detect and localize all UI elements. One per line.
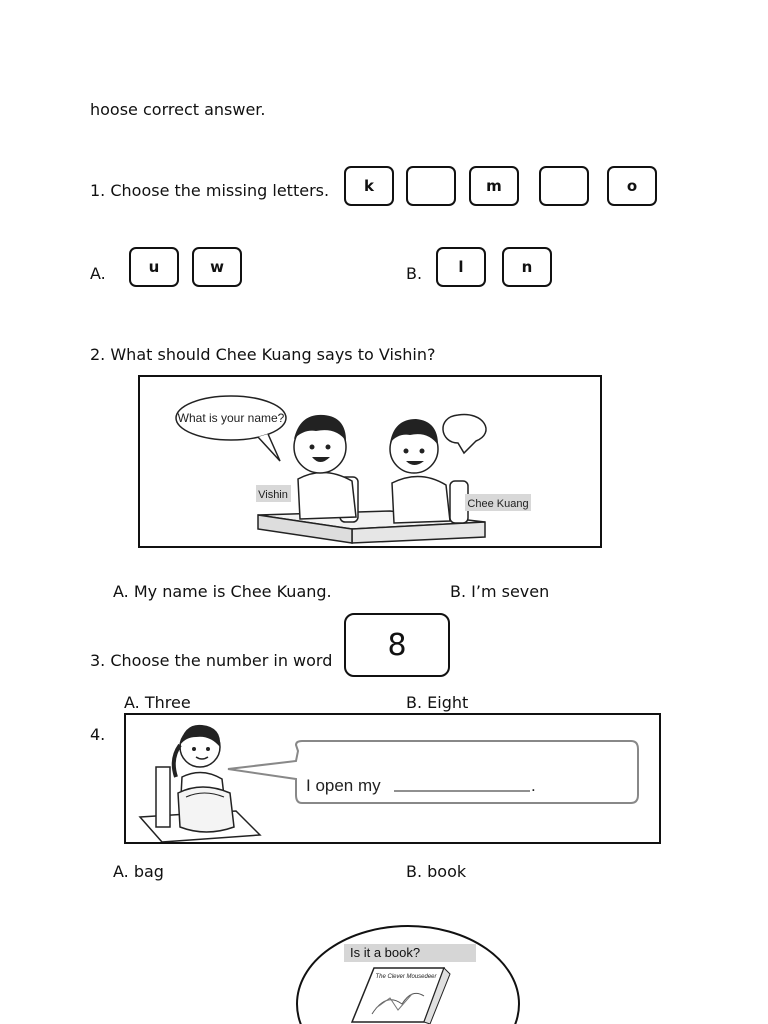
q1-prompt: 1. Choose the missing letters. (90, 181, 330, 200)
q4-illustration (124, 713, 661, 844)
q1-option-b-letter-1: l (436, 247, 486, 287)
q1-letter-box-4-blank (539, 166, 589, 206)
instruction-text: hoose correct answer. (90, 100, 266, 119)
q1-option-a-label: A. (90, 264, 106, 283)
q4-option-b: B. book (406, 862, 467, 881)
q3-prompt: 3. Choose the number in word (90, 651, 333, 670)
q2-right-name-tag: Chee Kuang (467, 498, 529, 510)
q1-option-b-letter-2: n (502, 247, 552, 287)
q3-option-b: B. Eight (406, 693, 469, 712)
q1-option-b-label: B. (406, 264, 423, 283)
q2-illustration (138, 375, 602, 548)
q1-option-a-letter-2: w (192, 247, 242, 287)
q4-bubble-text: I open my (306, 776, 381, 795)
two-boys-at-desk-picture (140, 377, 600, 546)
q4-label: 4. (90, 725, 106, 744)
q3-option-a: A. Three (124, 693, 191, 712)
q2-left-name-tag: Vishin (258, 489, 288, 501)
q1-letter-box-1: k (344, 166, 394, 206)
q5-book-illustration (294, 922, 522, 1024)
q2-option-b: B. I’m seven (450, 582, 550, 601)
q4-option-a: A. bag (113, 862, 164, 881)
q1-letter-box-3: m (469, 166, 519, 206)
q2-bubble-text: What is your name? (177, 411, 285, 425)
q1-option-a-letter-1: u (129, 247, 179, 287)
girl-opening-bag-picture (126, 715, 659, 842)
q2-prompt: 2. What should Chee Kuang says to Vishin? (90, 345, 436, 364)
q1-letter-box-5: o (607, 166, 657, 206)
q3-number-box: 8 (344, 613, 450, 677)
q1-letter-box-2-blank (406, 166, 456, 206)
q5-bubble-text: Is it a book? (350, 945, 421, 960)
q5-book-title: The Clever Mousedeer (375, 974, 437, 980)
svg-text:.: . (531, 776, 536, 795)
q2-option-a: A. My name is Chee Kuang. (113, 582, 332, 601)
